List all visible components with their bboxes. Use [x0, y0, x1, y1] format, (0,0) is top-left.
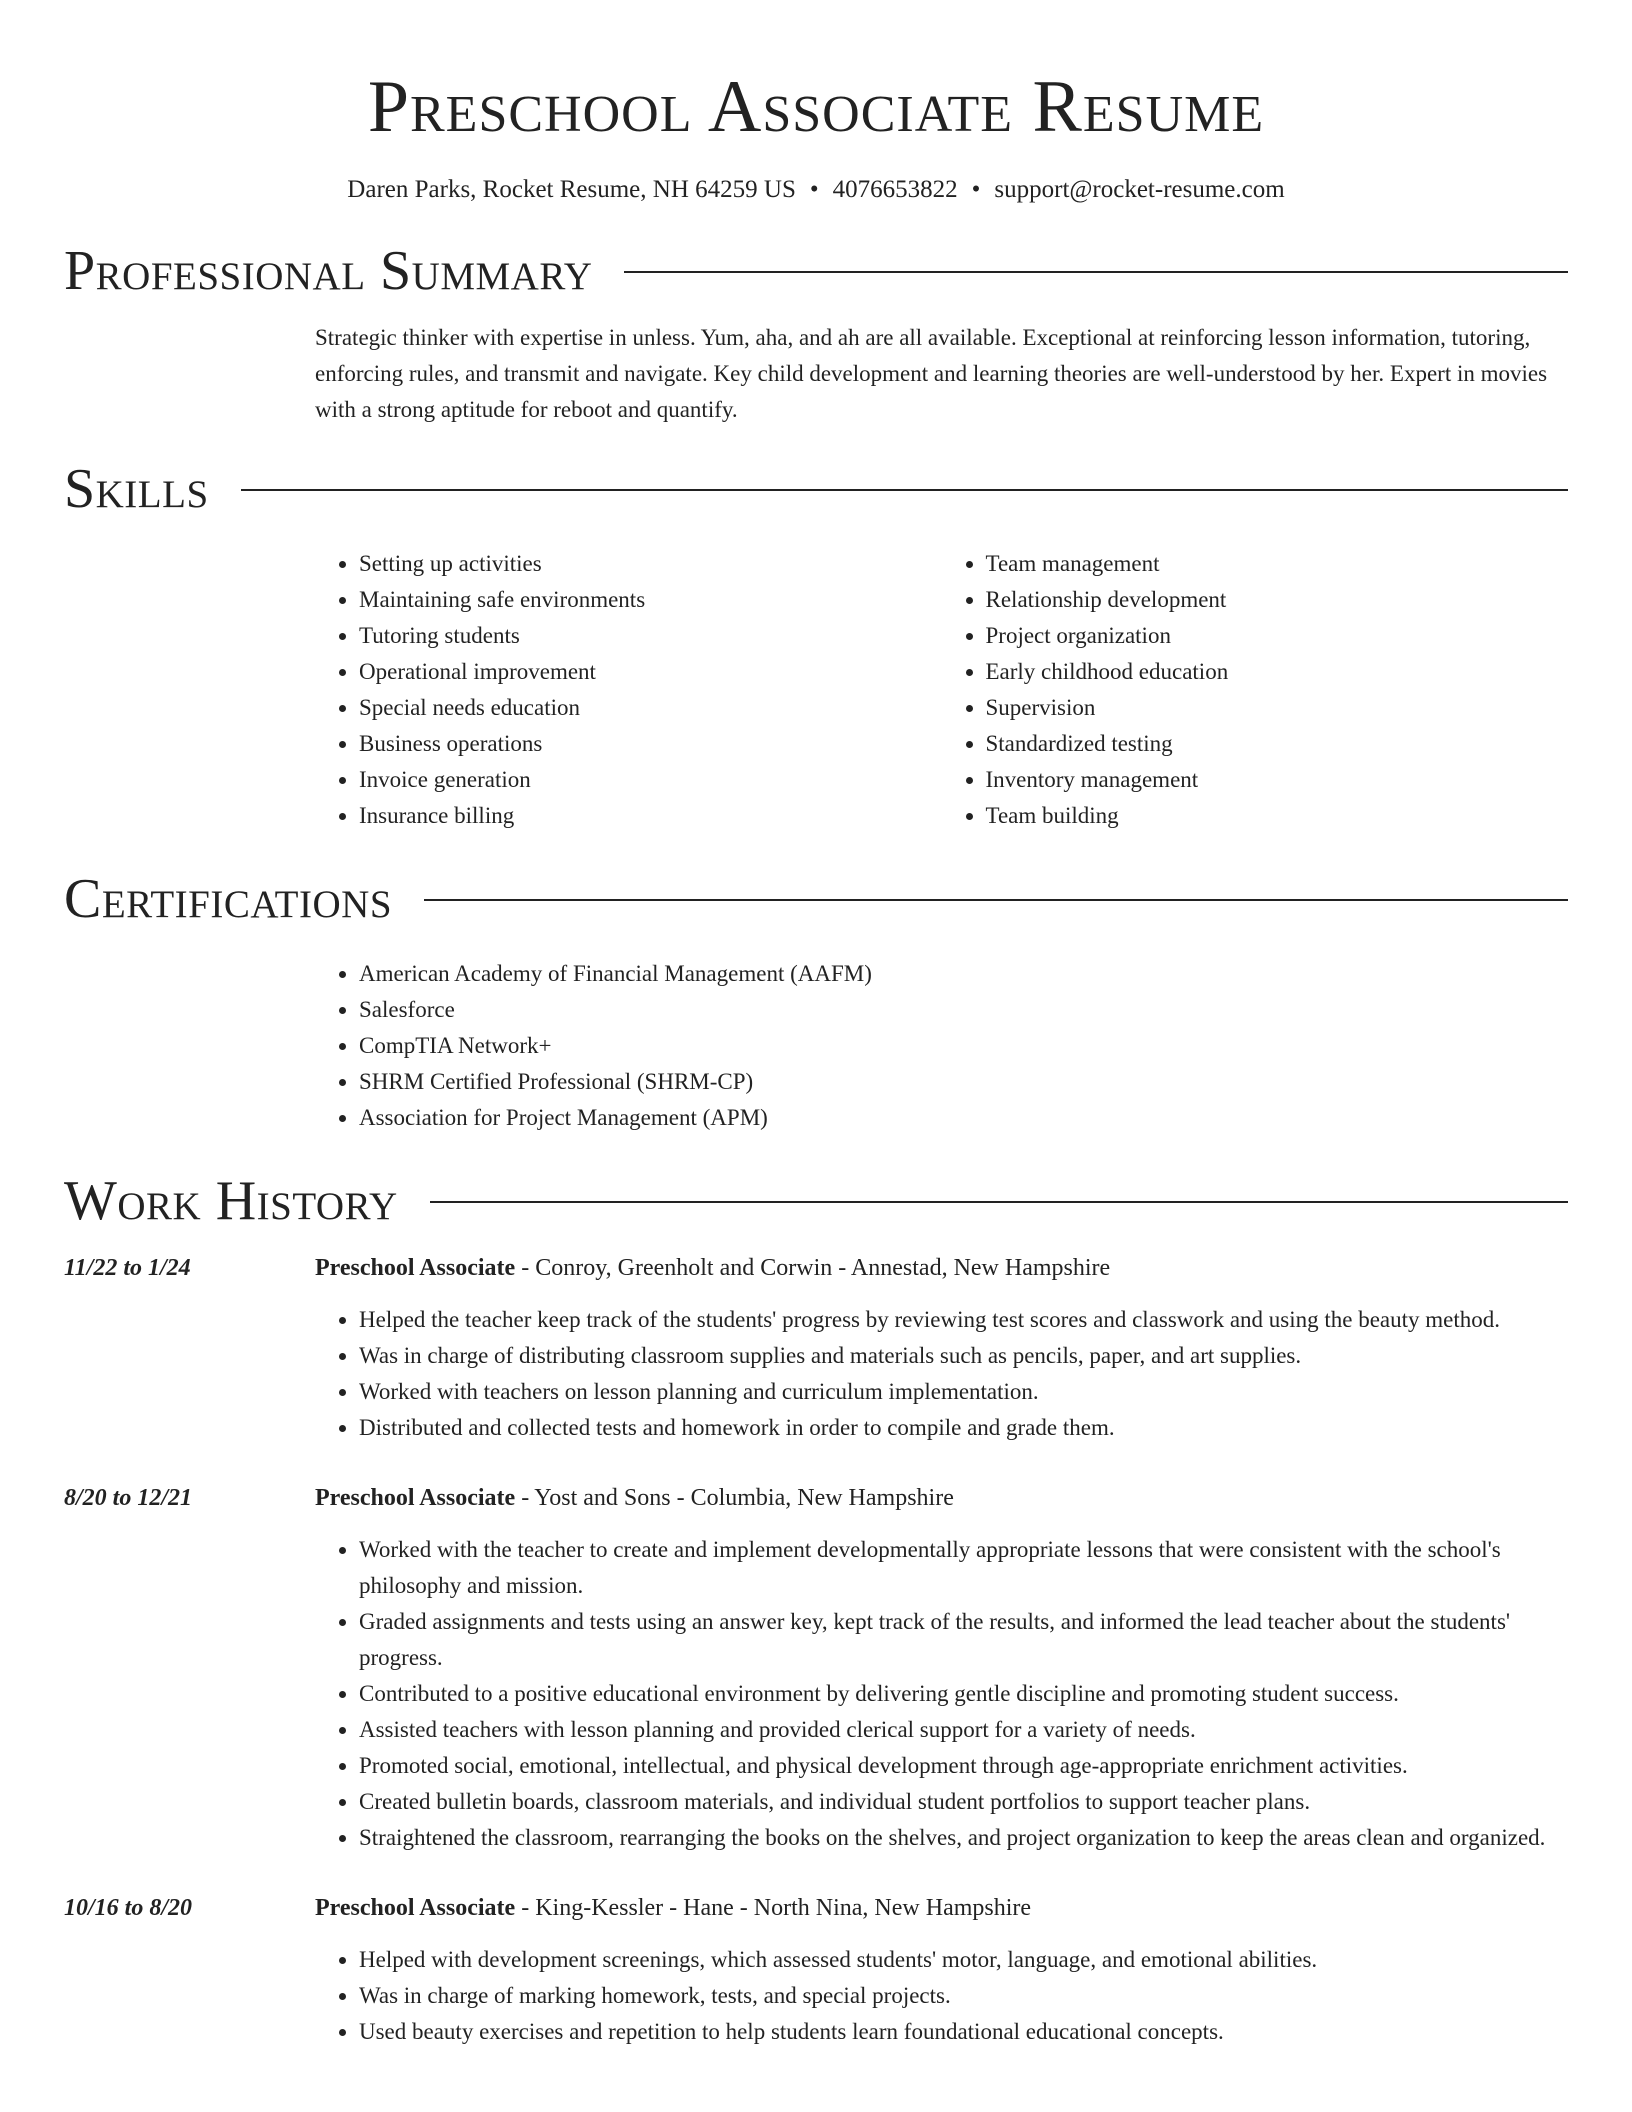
resume-page: [64, 0, 1568, 2050]
job-dates: 10/16 to 8/20: [64, 1895, 193, 1921]
skills-list-right: [942, 546, 1569, 834]
certifications-list: [315, 956, 1568, 1136]
skills-section-header: [64, 454, 1568, 524]
job-position: [315, 1480, 954, 1516]
certifications-heading: Certifications: [64, 868, 393, 930]
job-bullets: [315, 1942, 1568, 2050]
job-duty: • Created bulletin boards, classroom materials, and individual student portfolios to support teacher plans.: [359, 1784, 1568, 1820]
certifications-block: [315, 956, 1568, 1136]
resume-title: Preschool Associate Resume: [367, 66, 1265, 148]
job-bullets: [315, 1302, 1568, 1446]
job-duties-list: [315, 1302, 1568, 1446]
job-duty: • Promoted social, emotional, intellectual, and physical development through age-appropriate enrichment activities.: [359, 1748, 1568, 1784]
skill-item: • Team management: [986, 546, 1569, 582]
job-duties-list: [315, 1532, 1568, 1856]
job-title: Preschool Associate: [315, 1255, 516, 1281]
skill-item: • Business operations: [359, 726, 942, 762]
job-header: [64, 1480, 1568, 1516]
certification-item: • Salesforce: [359, 992, 1568, 1028]
job-duty: • Helped the teacher keep track of the students' progress by reviewing test scores and classwork and using the beauty method.: [359, 1302, 1568, 1338]
job-duty: • Graded assignments and tests using an answer key, kept track of the results, and informed the lead teacher about the students' progress.: [359, 1604, 1568, 1676]
job-title: Preschool Associate: [315, 1895, 516, 1921]
job-duty: • Helped with development screenings, which assessed students' motor, language, and emotional abilities.: [359, 1942, 1568, 1978]
job-dates: 8/20 to 12/21: [64, 1485, 193, 1511]
section-rule: [424, 899, 1568, 901]
job-employer: - Conroy, Greenholt and Corwin - Annestad, New Hampshire: [515, 1255, 1111, 1281]
job-employer: - Yost and Sons - Columbia, New Hampshire: [515, 1485, 954, 1511]
job-duty: • Worked with the teacher to create and implement developmentally appropriate lessons that were consistent with the school's philosophy and mission.: [359, 1532, 1568, 1604]
job-title: Preschool Associate: [315, 1485, 516, 1511]
certification-item: • SHRM Certified Professional (SHRM-CP): [359, 1064, 1568, 1100]
job-dates: 11/22 to 1/24: [64, 1255, 191, 1281]
summary-text: Strategic thinker with expertise in unless. Yum, aha, and ah are all available. Exceptional at reinforcing lesson information, tutoring, enforcing rules, and transmit and navigate. Key child development and learning theories are well-understood by her. Expert in movies with a strong aptitude for reboot and quantify.: [315, 325, 1548, 422]
job-duty: • Used beauty exercises and repetition to help students learn foundational educational concepts.: [359, 2014, 1568, 2050]
job-duty: • Was in charge of distributing classroom supplies and materials such as pencils, paper, and art supplies.: [359, 1338, 1568, 1374]
skill-item: • Relationship development: [986, 582, 1569, 618]
certification-item: • Association for Project Management (APM): [359, 1100, 1568, 1136]
job-duty: • Was in charge of marking homework, tests, and special projects.: [359, 1978, 1568, 2014]
job-duty: • Distributed and collected tests and homework in order to compile and grade them.: [359, 1410, 1568, 1446]
job-duties-list: [315, 1942, 1568, 2050]
job-duty: • Straightened the classroom, rearranging the books on the shelves, and project organization to keep the areas clean and organized.: [359, 1820, 1568, 1856]
skills-grid: [315, 546, 1568, 834]
section-rule: [241, 489, 1568, 491]
job-employer: - King-Kessler - Hane - North Nina, New Hampshire: [515, 1895, 1032, 1921]
job-duty: • Assisted teachers with lesson planning and provided clerical support for a variety of needs.: [359, 1712, 1568, 1748]
skill-item: • Tutoring students: [359, 618, 942, 654]
skill-item: • Setting up activities: [359, 546, 942, 582]
job-header: [64, 1890, 1568, 1926]
contact-line: [64, 172, 1568, 208]
summary-heading: Professional Summary: [64, 240, 593, 302]
job-duty: • Contributed to a positive educational environment by delivering gentle discipline and promoting student success.: [359, 1676, 1568, 1712]
skill-item: • Invoice generation: [359, 762, 942, 798]
skill-item: • Inventory management: [986, 762, 1569, 798]
job-duty: • Worked with teachers on lesson planning and curriculum implementation.: [359, 1374, 1568, 1410]
job-entry: [64, 1890, 1568, 2050]
contact-phone: 4076653822: [832, 176, 958, 203]
skill-item: • Maintaining safe environments: [359, 582, 942, 618]
contact-email[interactable]: support@rocket-resume.com: [994, 176, 1285, 203]
summary-section-header: [64, 236, 1568, 306]
skill-item: • Special needs education: [359, 690, 942, 726]
job-bullets: [315, 1532, 1568, 1856]
certification-item: • American Academy of Financial Management (AAFM): [359, 956, 1568, 992]
job-entry: [64, 1250, 1568, 1446]
skill-item: • Project organization: [986, 618, 1569, 654]
job-header: [64, 1250, 1568, 1286]
skills-list-left: [315, 546, 942, 834]
skill-item: • Early childhood education: [986, 654, 1569, 690]
job-entry: [64, 1480, 1568, 1856]
skill-item: • Operational improvement: [359, 654, 942, 690]
job-position: [315, 1890, 1031, 1926]
skill-item: • Supervision: [986, 690, 1569, 726]
work-history-heading: Work History: [64, 1170, 398, 1232]
job-position: [315, 1250, 1110, 1286]
skill-item: • Standardized testing: [986, 726, 1569, 762]
contact-separator: •: [809, 176, 819, 203]
skill-item: • Insurance billing: [359, 798, 942, 834]
skills-heading: Skills: [64, 458, 209, 520]
skill-item: • Team building: [986, 798, 1569, 834]
section-rule: [430, 1201, 1568, 1203]
contact-separator: •: [971, 176, 981, 203]
section-rule: [624, 271, 1568, 273]
certifications-section-header: [64, 864, 1568, 934]
certification-item: • CompTIA Network+: [359, 1028, 1568, 1064]
work-history-section-header: [64, 1166, 1568, 1236]
contact-address: Daren Parks, Rocket Resume, NH 64259 US: [347, 176, 796, 203]
